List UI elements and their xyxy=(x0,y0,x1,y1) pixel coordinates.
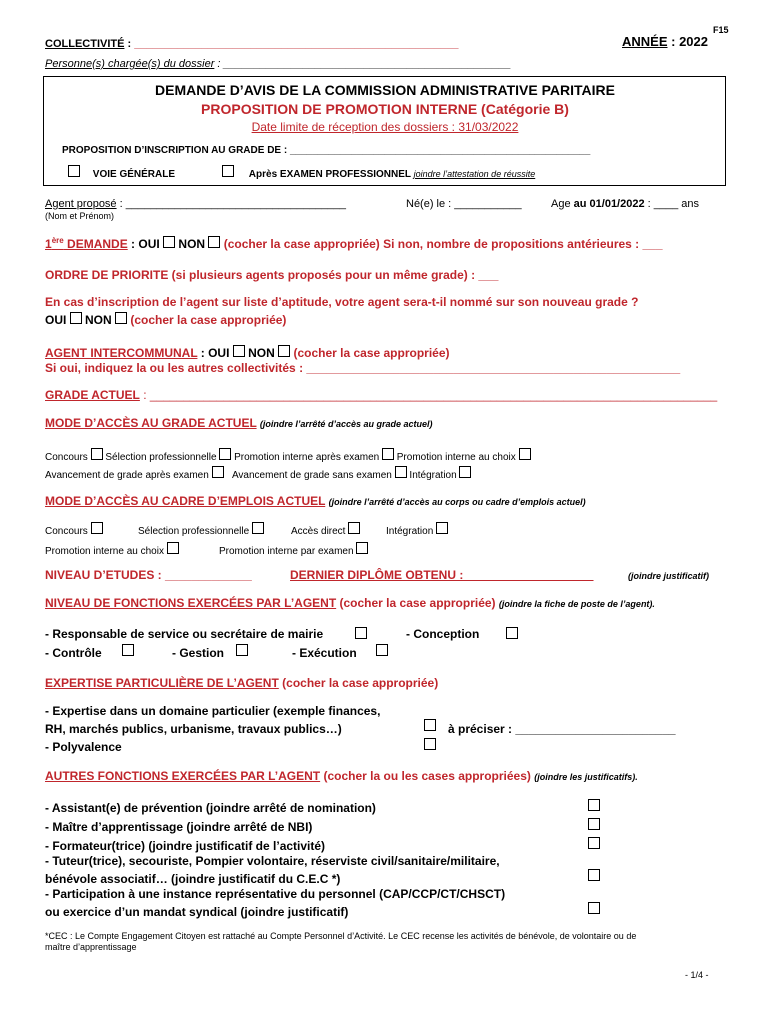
expertise-cocher: (cocher la case appropriée) xyxy=(278,676,439,690)
footnote-line2: maître d’apprentissage xyxy=(45,942,137,952)
grade-actuel-line xyxy=(45,388,717,402)
mode-grade-row1 xyxy=(45,448,531,463)
expertise-checkbox[interactable] xyxy=(424,719,436,731)
fonction-execution: - Exécution xyxy=(292,646,357,660)
selection-pro-checkbox[interactable] xyxy=(219,448,231,460)
intercommunal-non: NON xyxy=(244,346,279,360)
collectivite-line xyxy=(45,38,458,50)
intercommunal-non-checkbox[interactable] xyxy=(278,345,290,357)
polyvalence-checkbox[interactable] xyxy=(424,738,436,750)
autres-item: - Assistant(e) de prévention (joindre arrêté de nomination) xyxy=(45,801,376,815)
main-title: DEMANDE D’AVIS DE LA COMMISSION ADMINISTRATIVE PARITAIRE xyxy=(155,82,615,98)
examen-checkbox[interactable] xyxy=(222,165,234,177)
footnote-line1: *CEC : Le Compte Engagement Citoyen est rattaché au Compte Personnel d’Activité. Le CEC recense les activités de bénévole, de volontaire ou de xyxy=(45,931,637,941)
fonction-gestion: - Gestion xyxy=(172,646,225,660)
fonction-controle: - Contrôle xyxy=(45,646,102,660)
cadre-concours xyxy=(45,522,103,537)
mode-grade-label: MODE D’ACCÈS AU GRADE ACTUEL xyxy=(45,416,257,430)
controle-checkbox[interactable] xyxy=(122,644,134,656)
expertise-heading xyxy=(45,676,438,690)
intercommunal-label: AGENT INTERCOMMUNAL xyxy=(45,346,198,360)
aptitude-question: En cas d’inscription de l’agent sur liste d’aptitude, votre agent sera-t-il nommé sur son nouveau grade ? xyxy=(45,295,639,309)
grade-field[interactable]: : _____________________________________________________________________________________ xyxy=(139,388,718,402)
pi-examen-checkbox[interactable] xyxy=(382,448,394,460)
mode-cadre-heading xyxy=(45,494,586,508)
fonctions-heading xyxy=(45,596,655,610)
demande-label-rest: DEMANDE xyxy=(63,237,128,251)
cadre-pi-choix-checkbox[interactable] xyxy=(167,542,179,554)
aptitude-non-checkbox[interactable] xyxy=(115,312,127,324)
agent-label: Agent proposé xyxy=(45,198,117,210)
intercommunal-oui-checkbox[interactable] xyxy=(233,345,245,357)
inscription-line[interactable]: PROPOSITION D’INSCRIPTION AU GRADE DE : ______________________________________________________ xyxy=(62,145,591,156)
option-pi-examen: Promotion interne après examen xyxy=(234,452,380,463)
option-selection-pro: Sélection professionnelle xyxy=(105,452,217,463)
autres-heading xyxy=(45,769,638,783)
fonctions-cocher: (cocher la case appropriée) xyxy=(336,596,496,610)
annee-label: ANNÉE xyxy=(622,34,668,49)
aptitude-oui: OUI xyxy=(45,313,70,327)
demande-label xyxy=(45,237,128,251)
colon: : xyxy=(124,38,135,50)
voie-row xyxy=(68,165,175,180)
demande-oui-checkbox[interactable] xyxy=(163,236,175,248)
autres-label: AUTRES FONCTIONS EXERCÉES PAR L’AGENT xyxy=(45,769,321,783)
expertise-preciser[interactable]: à préciser : ________________________ xyxy=(448,722,676,736)
voie-generale-label: VOIE GÉNÉRALE xyxy=(92,169,176,180)
cadre-option-selection: Sélection professionnelle xyxy=(138,526,250,537)
cadre-selection-checkbox[interactable] xyxy=(252,522,264,534)
polyvalence-label: - Polyvalence xyxy=(45,740,122,754)
cadre-pi-choix xyxy=(45,542,179,557)
demande-non: NON xyxy=(175,237,209,251)
autres-item: - Tuteur(trice), secouriste, Pompier volontaire, réserviste civil/sanitaire/militaire, xyxy=(45,854,500,868)
option-avancement-examen: Avancement de grade après examen xyxy=(45,470,209,481)
cadre-integration xyxy=(386,522,448,537)
aptitude-oui-checkbox[interactable] xyxy=(70,312,82,324)
subtitle: PROPOSITION DE PROMOTION INTERNE (Catégorie B) xyxy=(201,101,569,117)
fonction-conception: - Conception xyxy=(406,627,480,641)
fonctions-label: NIVEAU DE FONCTIONS EXERCÉES PAR L’AGENT xyxy=(45,596,337,610)
joindre-justificatif: (joindre justificatif) xyxy=(628,571,709,581)
aptitude-answer xyxy=(45,312,286,327)
cadre-pi-examen xyxy=(219,542,368,557)
cadre-selection xyxy=(138,522,264,537)
autres-item: ou exercice d’un mandat syndical (joindre justificatif) xyxy=(45,905,349,919)
expertise-line1: - Expertise dans un domaine particulier (exemple finances, xyxy=(45,704,381,718)
aptitude-cocher: (cocher la case appropriée) xyxy=(127,313,287,327)
dernier-diplome[interactable]: DERNIER DIPLÔME OBTENU : ___________________ xyxy=(290,568,594,582)
concours-checkbox[interactable] xyxy=(91,448,103,460)
mode-grade-row2 xyxy=(45,466,471,481)
age-prefix: Age xyxy=(551,198,571,210)
execution-checkbox[interactable] xyxy=(376,644,388,656)
collectivite-field[interactable]: _____________________________________________________ xyxy=(134,38,459,50)
agent-field[interactable]: : ____________________________________ xyxy=(116,198,346,210)
examen-row xyxy=(222,165,535,180)
mode-grade-note: (joindre l’arrêté d’accès au grade actuel) xyxy=(259,419,433,429)
conception-checkbox[interactable] xyxy=(506,627,518,639)
expertise-label: EXPERTISE PARTICULIÈRE DE L’AGENT xyxy=(45,676,279,690)
cadre-integration-checkbox[interactable] xyxy=(436,522,448,534)
option-pi-choix: Promotion interne au choix xyxy=(396,452,516,463)
autres-cocher: (cocher la ou les cases appropriées) xyxy=(320,769,531,783)
autres-item: bénévole associatif… (joindre justificatif du C.E.C *) xyxy=(45,872,341,886)
pi-choix-checkbox[interactable] xyxy=(519,448,531,460)
mode-cadre-note: (joindre l’arrêté d’accès au corps ou cadre d’emplois actuel) xyxy=(328,497,586,507)
demande-oui: : OUI xyxy=(127,237,164,251)
autres-note: (joindre les justificatifs). xyxy=(534,772,638,782)
annee-line: ANNÉE : 2022 xyxy=(622,34,708,49)
fonction-responsable: - Responsable de service ou secrétaire de mairie xyxy=(45,627,324,641)
intercommunal-line xyxy=(45,345,450,360)
examen-label: Après EXAMEN PROFESSIONNEL xyxy=(248,169,411,180)
cadre-option-acces-direct: Accès direct xyxy=(291,526,346,537)
expertise-line2: RH, marchés publics, urbanisme, travaux publics…) xyxy=(45,722,342,736)
mandat-syndical-checkbox[interactable] xyxy=(588,902,600,914)
demande-rest: (cocher la case appropriée) Si non, nombre de propositions antérieures : ___ xyxy=(220,237,663,251)
personne-label: Personne(s) chargée(s) du dossier xyxy=(45,58,215,70)
age-line xyxy=(551,198,699,210)
cadre-option-concours: Concours xyxy=(45,526,88,537)
autres-item: - Formateur(trice) (joindre justificatif de l’activité) xyxy=(45,839,326,853)
cadre-option-pi-examen: Promotion interne par examen xyxy=(219,546,354,557)
age-date: au 01/01/2022 xyxy=(573,198,645,210)
autres-item: - Participation à une instance représentative du personnel (CAP/CCP/CT/CHSCT) xyxy=(45,887,506,901)
annee-value: 2022 xyxy=(679,34,708,49)
demande-non-checkbox[interactable] xyxy=(208,236,220,248)
integration-checkbox[interactable] xyxy=(459,466,471,478)
agent-line xyxy=(45,198,346,210)
fonctions-note: (joindre la fiche de poste de l’agent). xyxy=(498,599,655,609)
aptitude-non: NON xyxy=(81,313,116,327)
age-field[interactable]: : ____ ans xyxy=(644,198,700,210)
option-avancement-sans: Avancement de grade sans examen xyxy=(231,470,392,481)
gestion-checkbox[interactable] xyxy=(236,644,248,656)
assistant-prevention-checkbox[interactable] xyxy=(588,799,600,811)
ne-le-field[interactable]: Né(e) le : ___________ xyxy=(406,198,522,210)
autres-item: - Maître d’apprentissage (joindre arrêté de NBI) xyxy=(45,820,313,834)
maitre-apprentissage-checkbox[interactable] xyxy=(588,818,600,830)
personne-field[interactable]: : _______________________________________________ xyxy=(214,58,512,70)
demande-prefix: 1 xyxy=(45,237,52,251)
mode-cadre-label: MODE D’ACCÈS AU CADRE D’EMPLOIS ACTUEL xyxy=(45,494,326,508)
option-concours: Concours xyxy=(45,452,88,463)
cadre-option-integration: Intégration xyxy=(386,526,434,537)
responsable-checkbox[interactable] xyxy=(355,627,367,639)
formateur-checkbox[interactable] xyxy=(588,837,600,849)
mode-grade-heading xyxy=(45,416,433,430)
cadre-acces-direct-checkbox[interactable] xyxy=(348,522,360,534)
demande-sup: ère xyxy=(51,236,64,245)
premiere-demande-line xyxy=(45,236,663,251)
nom-prenom-hint: (Nom et Prénom) xyxy=(45,211,115,221)
cadre-concours-checkbox[interactable] xyxy=(91,522,103,534)
cadre-option-pi-choix: Promotion interne au choix xyxy=(45,546,164,557)
page-number: - 1/4 - xyxy=(685,970,709,980)
cadre-pi-examen-checkbox[interactable] xyxy=(356,542,368,554)
joindre-attestation: joindre l’attestation de réussite xyxy=(413,169,536,179)
voie-generale-checkbox[interactable] xyxy=(68,165,80,177)
page-code: F15 xyxy=(713,25,729,35)
intercommunal-oui: : OUI xyxy=(197,346,233,360)
grade-label: GRADE ACTUEL xyxy=(45,388,140,402)
option-integration: Intégration xyxy=(409,470,457,481)
niveau-etudes[interactable]: NIVEAU D’ETUDES : _____________ xyxy=(45,568,252,582)
intercommunal-other[interactable]: Si oui, indiquez la ou les autres collectivités : ________________________________________________________ xyxy=(45,361,681,375)
intercommunal-cocher: (cocher la case appropriée) xyxy=(290,346,450,360)
tuteur-checkbox[interactable] xyxy=(588,869,600,881)
collectivite-label: COLLECTIVITÉ xyxy=(45,38,125,50)
avancement-sans-checkbox[interactable] xyxy=(395,466,407,478)
cadre-acces-direct xyxy=(291,522,360,537)
ordre-priorite[interactable]: ORDRE DE PRIORITE (si plusieurs agents proposés pour un même grade) : ___ xyxy=(45,268,499,282)
avancement-examen-checkbox[interactable] xyxy=(212,466,224,478)
deadline: Date limite de réception des dossiers : 31/03/2022 xyxy=(251,120,519,134)
personne-line xyxy=(45,58,511,70)
